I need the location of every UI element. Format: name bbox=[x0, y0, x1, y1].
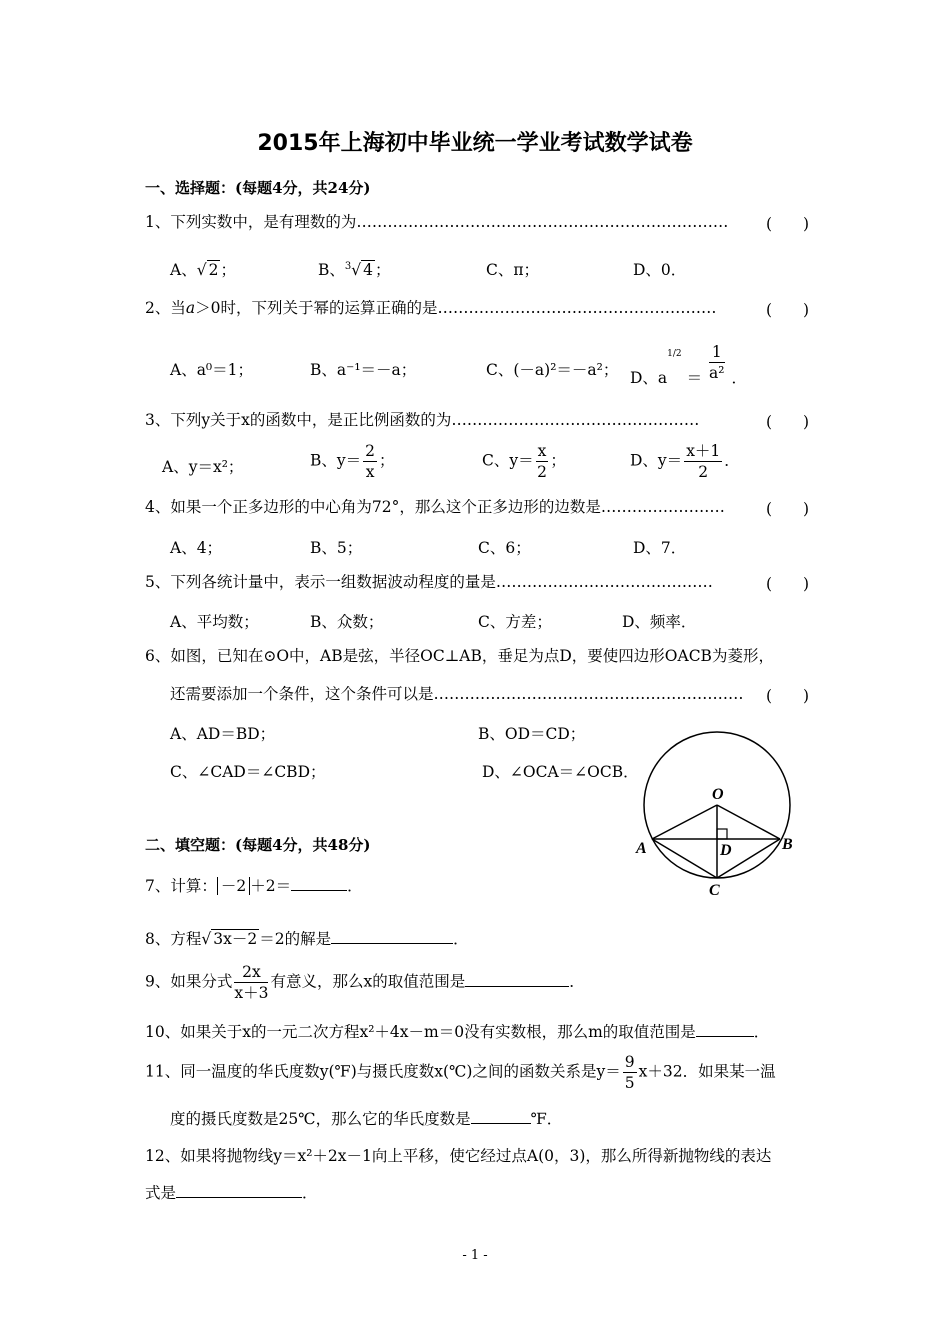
question-3: 3、下列y关于x的函数中，是正比例函数的为………………………………………… bbox=[145, 411, 700, 429]
question-6: 6、如图，已知在⊙O中，AB是弦，半径OC⊥AB，垂足为点D，要使四边形OACB为菱形， bbox=[145, 647, 774, 665]
page-number: - 1 - bbox=[462, 1248, 488, 1263]
q6-option-d: D、∠OCA＝∠OCB． bbox=[482, 763, 639, 781]
label-o: O bbox=[712, 786, 724, 803]
q5-option-c: C、方差； bbox=[478, 613, 552, 631]
question-8: 8、方程√ 3x－2 ＝2的解是 ． bbox=[145, 930, 469, 948]
question-12-cont: 式是 ． bbox=[145, 1184, 318, 1202]
label-a: A bbox=[636, 840, 647, 857]
segment-oa bbox=[652, 805, 717, 839]
question-5: 5、下列各统计量中，表示一组数据波动程度的量是…………………………………… bbox=[145, 573, 713, 591]
answer-paren-1: ( ) bbox=[766, 215, 810, 233]
q5-option-a: A、平均数； bbox=[170, 613, 259, 631]
q1-option-b: B、$^3$√ 4 ； bbox=[318, 260, 391, 279]
label-d: D bbox=[720, 842, 732, 859]
question-1: 1、下列实数中，是有理数的为……………………………………………………………… bbox=[145, 213, 729, 231]
question-10: 10、如果关于x的一元二次方程x²＋4x－m＝0没有实数根，那么m的取值范围是 ． bbox=[145, 1023, 770, 1041]
answer-blank-9[interactable] bbox=[465, 986, 569, 987]
q3-option-c: C、y＝ $\frac{x}{2}$ ； bbox=[482, 442, 566, 481]
right-angle-mark bbox=[717, 829, 727, 839]
question-4: 4、如果一个正多边形的中心角为72°，那么这个正多边形的边数是…………………… bbox=[145, 498, 725, 516]
q5-option-b: B、众数； bbox=[310, 613, 384, 631]
answer-blank-7[interactable] bbox=[291, 890, 347, 891]
answer-paren-6: ( ) bbox=[766, 687, 810, 705]
q2-option-a: A、a⁰＝1； bbox=[170, 361, 254, 379]
q2-option-d: D、$a^{1/2}$ ＝ $\frac{1}{\text{a²}}$ ． bbox=[630, 343, 747, 387]
q5-option-d: D、频率． bbox=[622, 613, 697, 631]
answer-blank-10[interactable] bbox=[696, 1036, 754, 1037]
q1-option-c: C、π； bbox=[486, 261, 540, 279]
question-6-cont: 还需要添加一个条件，这个条件可以是…………………………………………………… bbox=[170, 685, 744, 703]
q1-option-d: D、0． bbox=[633, 261, 687, 279]
q6-option-c: C、∠CAD＝∠CBD； bbox=[170, 763, 326, 781]
circle-figure bbox=[630, 725, 800, 900]
q1-option-a: A、√ 2 ； bbox=[170, 261, 236, 279]
answer-blank-12[interactable] bbox=[176, 1197, 302, 1198]
label-c: C bbox=[709, 882, 720, 899]
label-b: B bbox=[782, 836, 793, 853]
q6-option-b: B、OD＝CD； bbox=[478, 725, 586, 743]
section-choice-heading: 一、选择题：(每题4分，共24分) bbox=[145, 179, 371, 197]
q4-option-c: C、6； bbox=[478, 539, 531, 557]
answer-blank-8[interactable] bbox=[331, 943, 453, 944]
question-11-cont: 度的摄氏度数是25℃，那么它的华氏度数是 ℉． bbox=[170, 1110, 563, 1128]
question-9: 9、如果分式 $\frac{2x}{x+3}$ 有意义，那么x的取值范围是 ． bbox=[145, 963, 585, 1002]
answer-blank-11[interactable] bbox=[471, 1123, 531, 1124]
question-12: 12、如果将抛物线y＝x²＋2x－1向上平移，使它经过点A(0，3)，那么所得新抛物线的表达 bbox=[145, 1147, 772, 1165]
question-7: 7、计算： －2 ＋2＝ ． bbox=[145, 877, 363, 895]
q4-option-b: B、5； bbox=[310, 539, 363, 557]
section-fill-heading: 二、填空题：(每题4分，共48分) bbox=[145, 836, 371, 854]
q3-option-d: D、y＝ $\frac{x+1}{2}$ ． bbox=[630, 442, 740, 481]
q3-option-a: A、y＝x²； bbox=[162, 458, 244, 476]
page-title: 2015年上海初中毕业统一学业考试数学试卷 bbox=[257, 131, 693, 156]
answer-paren-3: ( ) bbox=[766, 413, 810, 431]
segment-ac bbox=[652, 839, 717, 878]
answer-paren-2: ( ) bbox=[766, 301, 810, 319]
question-2: 2、当a＞0时，下列关于幂的运算正确的是……………………………………………… bbox=[145, 299, 717, 317]
question-11: 11、同一温度的华氏度数y(℉)与摄氏度数x(℃)之间的函数关系是y＝ $\frac{9}{5}$ x＋32．如果某一温 bbox=[145, 1053, 776, 1092]
answer-paren-4: ( ) bbox=[766, 500, 810, 518]
q4-option-d: D、7． bbox=[633, 539, 687, 557]
answer-paren-5: ( ) bbox=[766, 575, 810, 593]
q2-option-c: C、(－a)²＝－a²； bbox=[486, 361, 619, 379]
q2-option-b: B、a⁻¹＝－a； bbox=[310, 361, 417, 379]
q4-option-a: A、4； bbox=[170, 539, 223, 557]
q6-option-a: A、AD＝BD； bbox=[170, 725, 276, 743]
q3-option-b: B、y＝ $\frac{2}{x}$ ； bbox=[310, 442, 395, 481]
